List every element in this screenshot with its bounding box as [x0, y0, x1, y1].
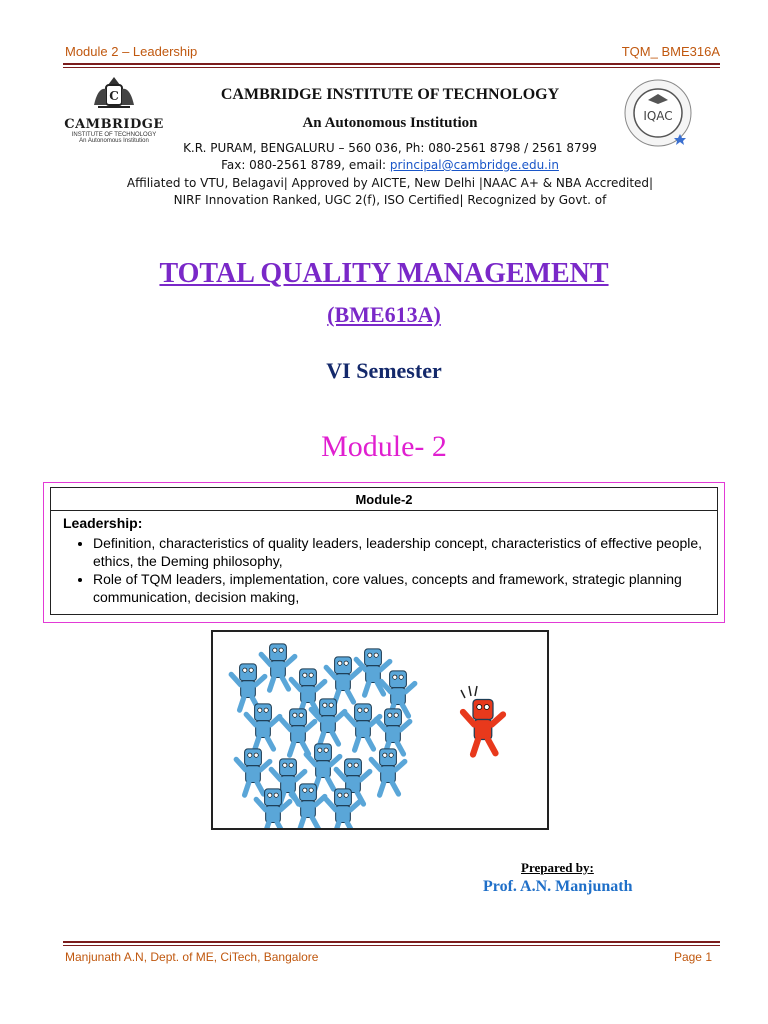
follower-figure: [371, 749, 405, 795]
follower-figure: [326, 789, 360, 828]
header-right: TQM_ BME316A: [621, 44, 720, 59]
prepared-by-label: Prepared by:: [521, 860, 594, 875]
page-number: Page 1: [673, 950, 712, 964]
fax-text: Fax: 080-2561 8789, email:: [221, 158, 390, 172]
follower-figure: [246, 704, 280, 750]
header-rule: [63, 63, 720, 65]
follower-figure: [281, 709, 315, 755]
institution-name: CAMBRIDGE INSTITUTE OF TECHNOLOGY: [220, 86, 560, 103]
institution-contact: [120, 158, 660, 172]
course-title: TOTAL QUALITY MANAGEMENT: [159, 258, 609, 289]
logo-name: CAMBRIDGE: [64, 117, 164, 132]
follower-figure: [236, 749, 270, 795]
syllabus-box: [43, 482, 725, 623]
svg-text:C: C: [109, 89, 119, 103]
syllabus-bullet: • Definition, characteristics of quality leaders, leadership concept, characteristics of effective people, ethics, the Deming philosophy,: [93, 534, 707, 570]
page-header: [65, 42, 720, 62]
header-rule-thin: [63, 67, 720, 68]
leadership-illustration: [211, 630, 549, 830]
follower-figure: [326, 657, 360, 703]
logo-line2: An Autonomous Institution: [79, 138, 149, 144]
follower-figure: [291, 784, 325, 828]
follower-figure: [261, 644, 295, 690]
syllabus-bullet: • Role of TQM leaders, implementation, core values, concepts and framework, strategic planning communication, decision making,: [93, 570, 707, 606]
email-link[interactable]: principal@cambridge.edu.in: [389, 158, 559, 172]
semester-label: VI Semester: [326, 358, 442, 383]
leader-figure: [463, 700, 503, 755]
course-code: (BME613A): [327, 302, 441, 327]
footer-left: Manjunath A.N, Dept. of ME, CiTech, Bangalore: [65, 950, 319, 964]
follower-figure: [346, 704, 380, 750]
header-left: Module 2 – Leadership: [65, 44, 198, 59]
syllabus-topic: Leadership:: [63, 515, 143, 531]
institution-recognition: NIRF Innovation Ranked, UGC 2(f), ISO Certified| Recognized by Govt. of: [173, 193, 607, 207]
logo-line1: INSTITUTE OF TECHNOLOGY: [71, 132, 157, 138]
follower-figure: [306, 744, 340, 790]
syllabus-cell: [51, 511, 718, 615]
institution-affiliation: Affiliated to VTU, Belagavi| Approved by AICTE, New Delhi |NAAC A+ & NBA Accredited|: [126, 176, 654, 190]
iqac-label: IQAC: [643, 109, 673, 123]
syllabus-list: [63, 534, 707, 606]
page-footer: [65, 950, 712, 964]
institution-subtitle: An Autonomous Institution: [302, 115, 478, 131]
author-name: Prof. A.N. Manjunath: [483, 878, 633, 895]
module-label: Module- 2: [321, 430, 447, 463]
institution-address: K.R. PURAM, BENGALURU – 560 036, Ph: 080-2561 8798 / 2561 8799: [183, 141, 597, 155]
syllabus-table: [50, 487, 718, 615]
syllabus-heading: Module-2: [51, 488, 718, 511]
alert-marks: [461, 686, 477, 698]
footer-rule: [63, 941, 720, 943]
follower-figure: [231, 664, 265, 710]
footer-rule-thin: [63, 945, 720, 946]
